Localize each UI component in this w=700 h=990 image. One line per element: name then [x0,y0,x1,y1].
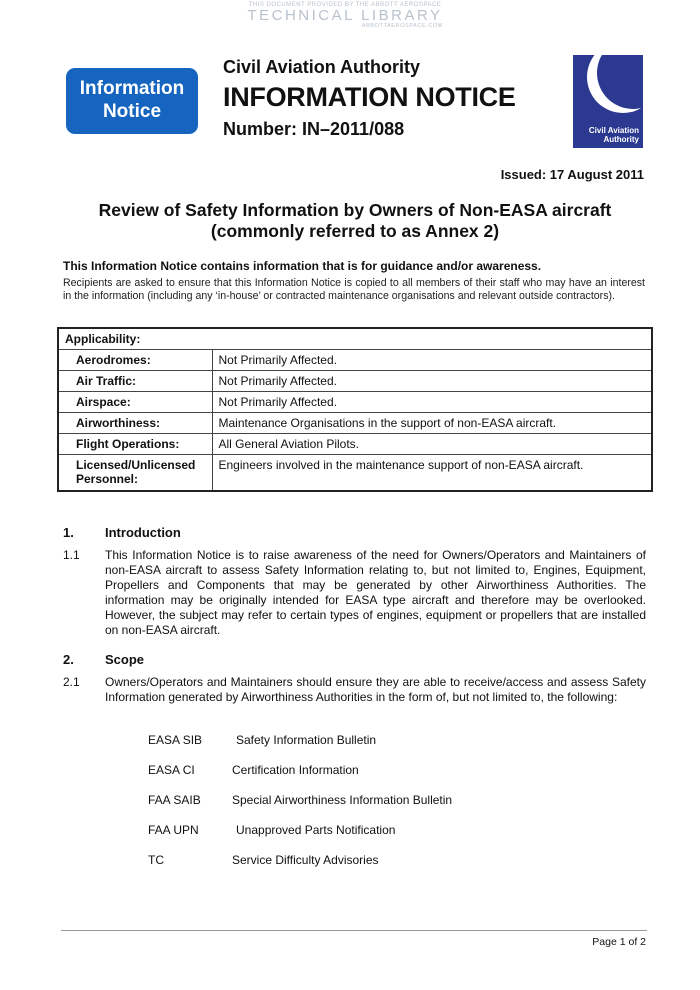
table-row: Airspace: Not Primarily Affected. [58,392,652,413]
recipients-text: Recipients are asked to ensure that this Information Notice is copied to all members of their staff who may have an interest in the information (including any ‘in-house’ or contracted maintenance organisations and relevant outside contractors). [63,277,645,302]
list-item: EASA SIB Safety Information Bulletin [148,733,377,747]
notice-heading: INFORMATION NOTICE [223,82,516,112]
section-heading-scope: 2. Scope [63,652,145,667]
applicability-heading: Applicability: [58,328,652,350]
reference-list [148,733,452,883]
table-row: Aerodromes: Not Primarily Affected. [58,350,652,371]
guidance-statement: This Information Notice contains information that is for guidance and/or awareness. [63,259,542,273]
paragraph-1-1: 1.1 This Information Notice is to raise awareness of the need for Owners/Operators and Maintainers of non-EASA aircraft to assess Safety Information relating to, but not limited to, Engines, Equipment, Propellers and Components that may be generated by other Airworthiness Authorities. The information may be originally intended for EASA type aircraft and therefore may be overlooked. However, the subject may refer to certain types of engines, equipment or propellers that are installed on non-EASA aircraft. [63,548,646,637]
list-item: FAA SAIB Special Airworthiness Information Bulletin [148,793,453,807]
document-title: Review of Safety Information by Owners of Non-EASA aircraft (commonly referred to as Annex 2) [98,200,612,241]
table-row: Air Traffic: Not Primarily Affected. [58,371,652,392]
watermark-title: TECHNICAL LIBRARY [247,7,443,24]
watermark-top: THIS DOCUMENT PROVIDED BY THE ABBOTT AEROSPACE [248,2,442,8]
paragraph-2-1: 2.1 Owners/Operators and Maintainers should ensure they are able to receive/access and assess Safety Information generated by Airworthiness Authorities in the form of, but not limited to, the following: [63,675,646,704]
table-row: Licensed/Unlicensed Personnel: Engineers involved in the maintenance support of non-EASA aircraft. [58,455,652,491]
information-notice-badge [66,68,198,134]
logo-text: Civil Aviation Authority [588,126,639,144]
list-item: EASA CI Certification Information [148,763,359,777]
watermark [235,2,455,29]
section-heading-introduction: 1. Introduction [63,525,181,540]
caa-logo [573,55,643,148]
badge-line-1: Information [79,78,185,99]
badge-line-2: Notice [102,101,162,122]
organisation-name: Civil Aviation Authority [223,57,421,77]
table-row: Airworthiness: Maintenance Organisations in the support of non-EASA aircraft. [58,413,652,434]
applicability-table [57,327,653,492]
notice-number: Number: IN–2011/088 [223,119,405,139]
watermark-url: ABBOTTAEROSPACE.COM [361,23,443,29]
list-item: FAA UPN Unapproved Parts Notification [148,823,396,837]
list-item: TC Service Difficulty Advisories [148,853,379,867]
table-row: Flight Operations: All General Aviation Pilots. [58,434,652,455]
page-number: Page 1 of 2 [592,936,646,948]
issued-date: Issued: 17 August 2011 [500,167,644,182]
footer-divider [61,930,647,931]
